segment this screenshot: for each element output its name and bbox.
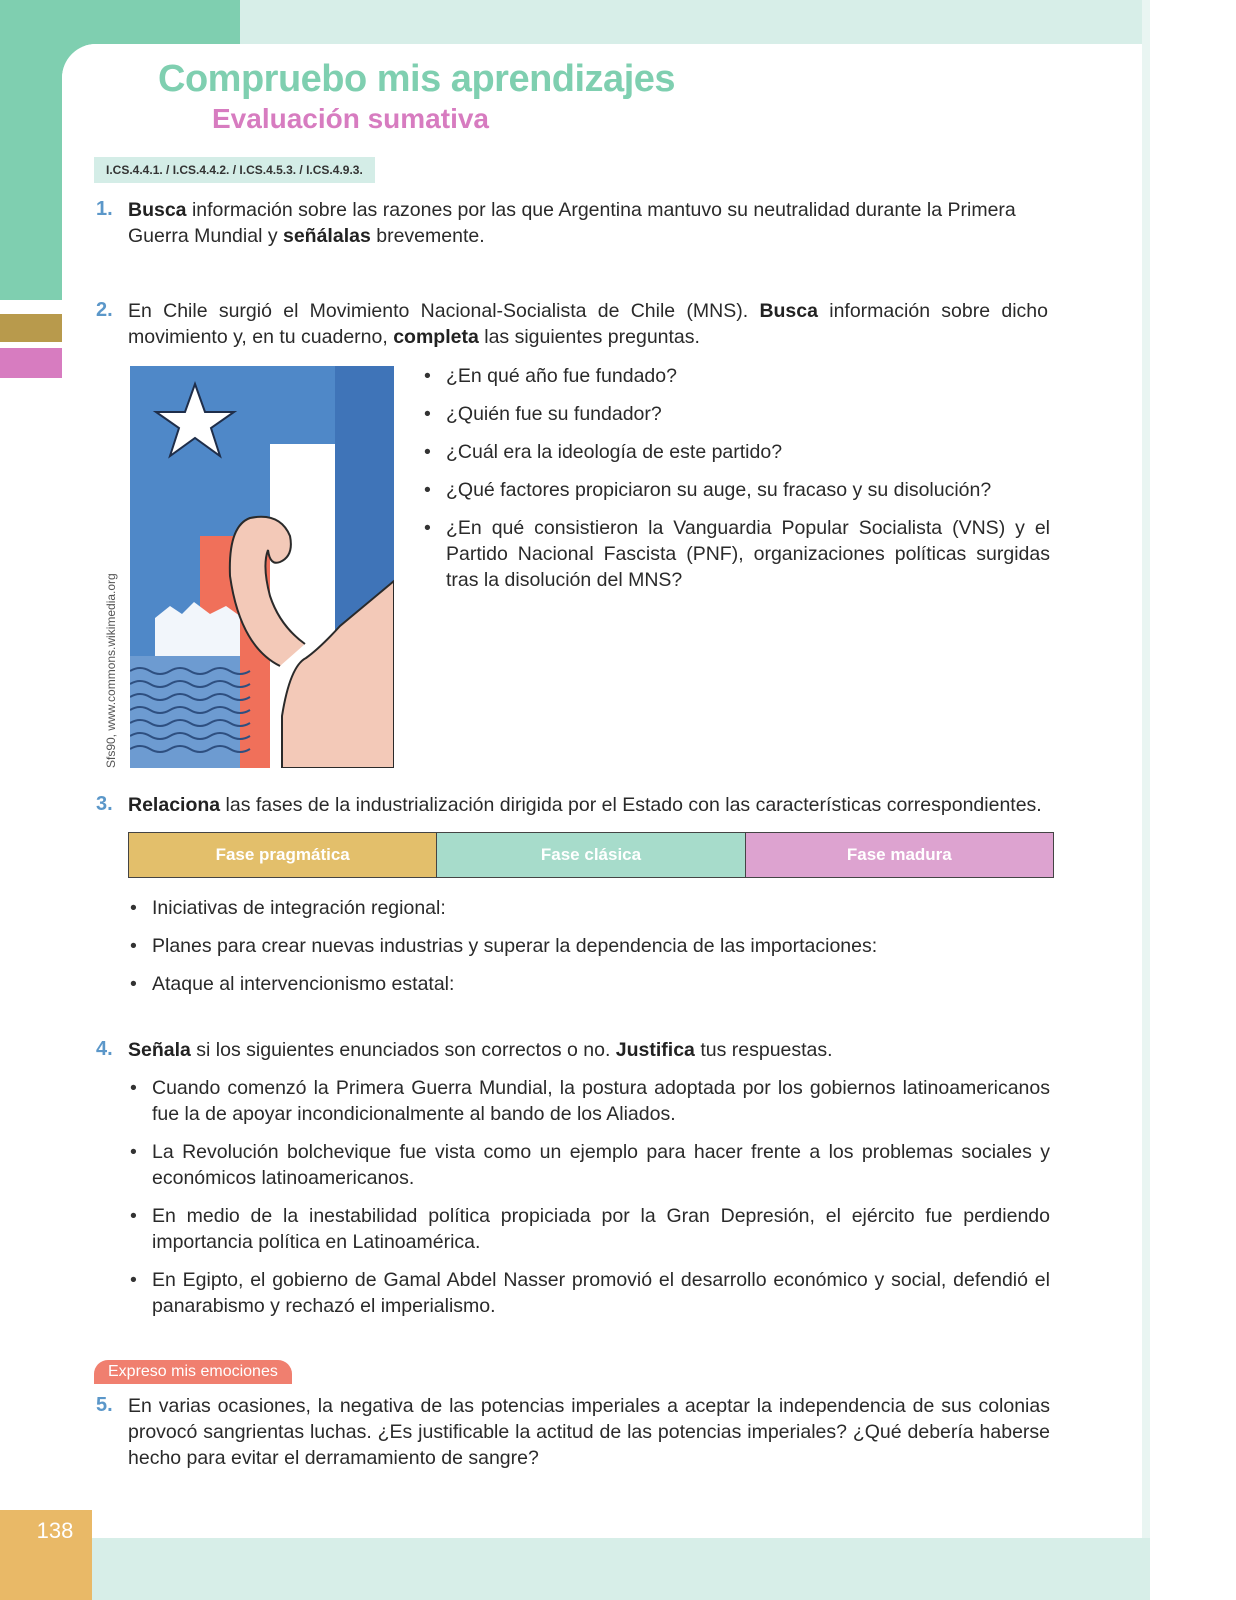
question-3 bbox=[128, 792, 1048, 818]
list-item: • Ataque al intervencionismo estatal: bbox=[128, 971, 1048, 997]
phase-cell: Fase clásica bbox=[437, 833, 745, 877]
q1-verb-1: Busca bbox=[128, 199, 187, 221]
q2-text-2: información sobre dicho movimiento y, en tu cuaderno, bbox=[128, 300, 1048, 348]
question-4 bbox=[128, 1037, 1048, 1063]
question-5: En varias ocasiones, la negativa de las potencias imperiales a aceptar la independencia de sus colonias provocó sangrientas luchas. ¿Es justificable la actitud de las potencias imperiales? ¿Qué debería haberse hecho para evitar el derramamiento de sangre? bbox=[128, 1395, 1050, 1469]
q3-verb: Relaciona bbox=[128, 794, 221, 816]
criteria-codes: I.CS.4.4.1. / I.CS.4.4.2. / I.CS.4.5.3. / I.CS.4.9.3. bbox=[94, 157, 375, 183]
page-subtitle: Evaluación sumativa bbox=[212, 103, 490, 134]
q2-text-1: En Chile surgió el Movimiento Nacional-Socialista de Chile (MNS). bbox=[128, 300, 760, 322]
poster-illustration bbox=[130, 366, 394, 768]
q2-verb-1: Busca bbox=[759, 300, 818, 322]
list-item: • ¿En qué año fue fundado? bbox=[422, 363, 1050, 389]
question-number: 5. bbox=[96, 1394, 113, 1416]
q4-statements-list bbox=[128, 1075, 1050, 1319]
section-tag: Expreso mis emociones bbox=[94, 1360, 292, 1384]
q4-text-1: si los siguientes enunciados son correctos o no. bbox=[190, 1039, 616, 1061]
q1-verb-2: señálalas bbox=[282, 225, 371, 247]
q1-text-2: brevemente. bbox=[370, 225, 485, 247]
question-2 bbox=[128, 298, 1048, 350]
list-item: • Cuando comenzó la Primera Guerra Mundial, la postura adoptada por los gobiernos latinoamericanos fue la de apoyar incondicionalmente al bando de los Aliados. bbox=[128, 1075, 1050, 1127]
image-credit: Sfs90, www.commons.wikimedia.org bbox=[104, 573, 118, 768]
q4-verb-2: Justifica bbox=[615, 1039, 695, 1061]
q2-verb-2: completa bbox=[393, 326, 479, 348]
list-item: • Iniciativas de integración regional: bbox=[128, 895, 1048, 921]
phase-cell: Fase pragmática bbox=[129, 833, 437, 877]
list-item: • ¿Cuál era la ideología de este partido? bbox=[422, 439, 1050, 465]
right-strip bbox=[1142, 0, 1150, 1600]
page-number: 138 bbox=[36, 1518, 74, 1543]
list-item: • En Egipto, el gobierno de Gamal Abdel Nasser promovió el desarrollo económico y social, defendió el panarabismo y rechazó el imperialismo. bbox=[128, 1267, 1050, 1319]
list-item: • ¿Qué factores propiciaron su auge, su fracaso y su disolución? bbox=[422, 477, 1050, 503]
list-item: • La Revolución bolchevique fue vista como un ejemplo para hacer frente a los problemas sociales y económicos latinoamericanos. bbox=[128, 1139, 1050, 1191]
q3-text: las fases de la industrialización dirigida por el Estado con las características correspondientes. bbox=[220, 794, 1042, 816]
list-item: • En medio de la inestabilidad política propiciada por la Gran Depresión, el ejército fue perdiendo importancia política en Latinoamérica. bbox=[128, 1203, 1050, 1255]
q2-question-list bbox=[422, 363, 1050, 593]
q4-text-2: tus respuestas. bbox=[694, 1039, 833, 1061]
question-number: 1. bbox=[96, 198, 113, 220]
list-item: • Planes para crear nuevas industrias y superar la dependencia de las importaciones: bbox=[128, 933, 1048, 959]
question-number: 2. bbox=[96, 299, 113, 321]
phase-cell: Fase madura bbox=[746, 833, 1053, 877]
q3-characteristics-list bbox=[128, 895, 1048, 997]
question-number: 3. bbox=[96, 793, 113, 815]
phases-table bbox=[128, 832, 1054, 878]
mns-poster-image bbox=[130, 366, 394, 768]
page-title: Compruebo mis aprendizajes bbox=[158, 58, 676, 100]
question-number: 4. bbox=[96, 1038, 113, 1060]
list-item: • ¿Quién fue su fundador? bbox=[422, 401, 1050, 427]
list-item: • ¿En qué consistieron la Vanguardia Popular Socialista (VNS) y el Partido Nacional Fascista (PNF), organizaciones políticas surgidas tras la disolución del MNS? bbox=[422, 515, 1050, 593]
question-1 bbox=[128, 197, 1048, 249]
q2-text-3: las siguientes preguntas. bbox=[478, 326, 700, 348]
left-tab-pink bbox=[0, 348, 62, 378]
q4-verb-1: Señala bbox=[128, 1039, 191, 1061]
q1-text-1: información sobre las razones por las que Argentina mantuvo su neutralidad durante la Primera Guerra Mundial y bbox=[128, 199, 1016, 247]
bottom-band bbox=[0, 1538, 1150, 1600]
left-tab-gold bbox=[0, 314, 62, 342]
